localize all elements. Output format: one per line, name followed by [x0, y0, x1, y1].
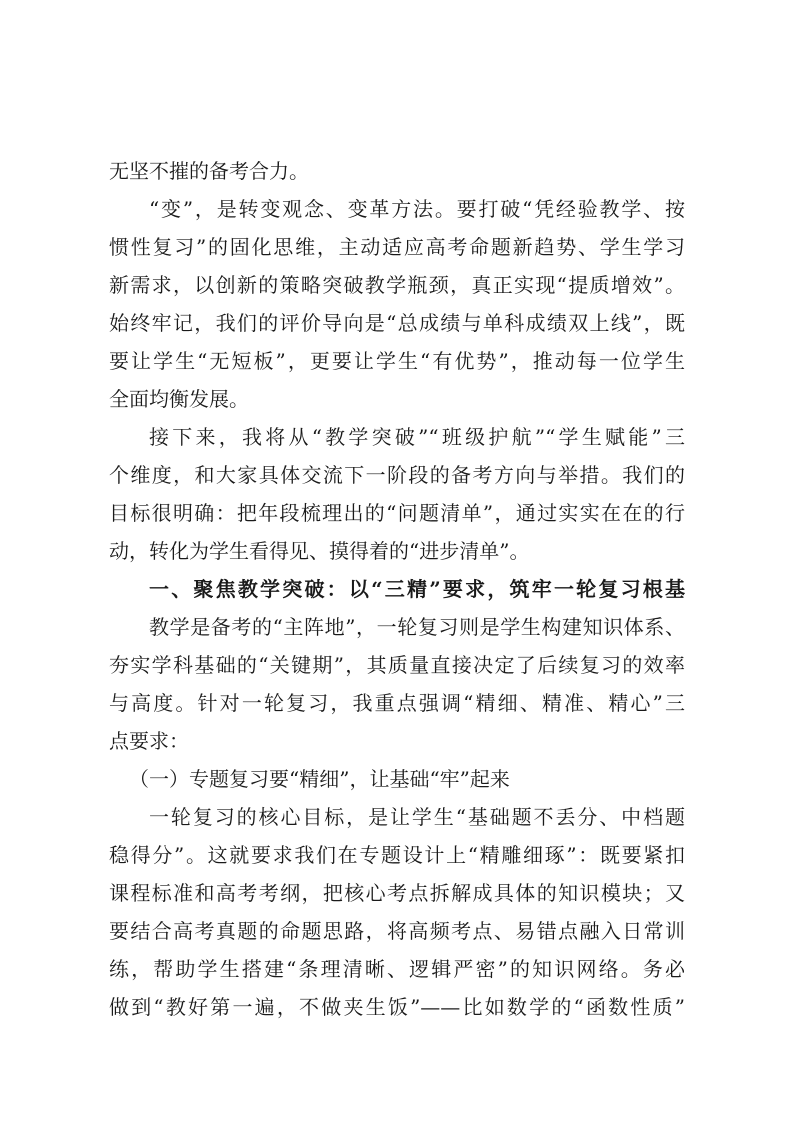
text-line: 夯实学科基础的“关键期”，其质量直接决定了后续复习的效率: [109, 653, 685, 677]
text-line: 与高度。针对一轮复习，我重点强调“精细、精准、精心”三: [109, 691, 685, 715]
text-line: 动，转化为学生看得见、摸得着的“进步清单”。: [109, 539, 530, 563]
text-line: 惯性复习”的固化思维，主动适应高考命题新趋势、学生学习: [109, 235, 685, 259]
text-line: 做到“教好第一遍，不做夹生饭”——比如数学的“函数性质”: [109, 995, 685, 1019]
text-line: 稳得分”。这就要求我们在专题设计上“精雕细琢”：既要紧扣: [109, 843, 685, 867]
text-line: 始终牢记，我们的评价导向是“总成绩与单科成绩双上线”，既: [109, 311, 685, 335]
text-line: “变”，是转变观念、变革方法。要打破“凭经验教学、按: [149, 197, 685, 221]
text-line: 练，帮助学生搭建“条理清晰、逻辑严密”的知识网络。务必: [109, 957, 685, 981]
text-line: 点要求：: [109, 729, 189, 753]
text-line: 全面均衡发展。: [109, 387, 249, 411]
text-line: 要让学生“无短板”，更要让学生“有优势”，推动每一位学生: [109, 349, 685, 373]
text-line: 目标很明确：把年段梳理出的“问题清单”，通过实实在在的行: [109, 501, 685, 525]
subsection-heading: （一）专题复习要“精细”，让基础“牢”起来: [129, 767, 510, 791]
text-line: 教学是备考的“主阵地”，一轮复习则是学生构建知识体系、: [149, 615, 685, 639]
text-line: 一轮复习的核心目标，是让学生“基础题不丢分、中档题: [149, 805, 685, 829]
text-line: 要结合高考真题的命题思路，将高频考点、易错点融入日常训: [109, 919, 685, 943]
text-line: 无坚不摧的备考合力。: [109, 159, 309, 183]
text-line: 接下来，我将从“教学突破”“班级护航”“学生赋能”三: [149, 425, 685, 449]
text-line: 个维度，和大家具体交流下一阶段的备考方向与举措。我们的: [109, 463, 685, 487]
section-heading: 一、聚焦教学突破：以“三精”要求，筑牢一轮复习根基: [149, 577, 685, 601]
document-page: [109, 152, 685, 1026]
text-line: 新需求，以创新的策略突破教学瓶颈，真正实现“提质增效”。: [109, 273, 685, 297]
text-line: 课程标准和高考考纲，把核心考点拆解成具体的知识模块；又: [109, 881, 685, 905]
